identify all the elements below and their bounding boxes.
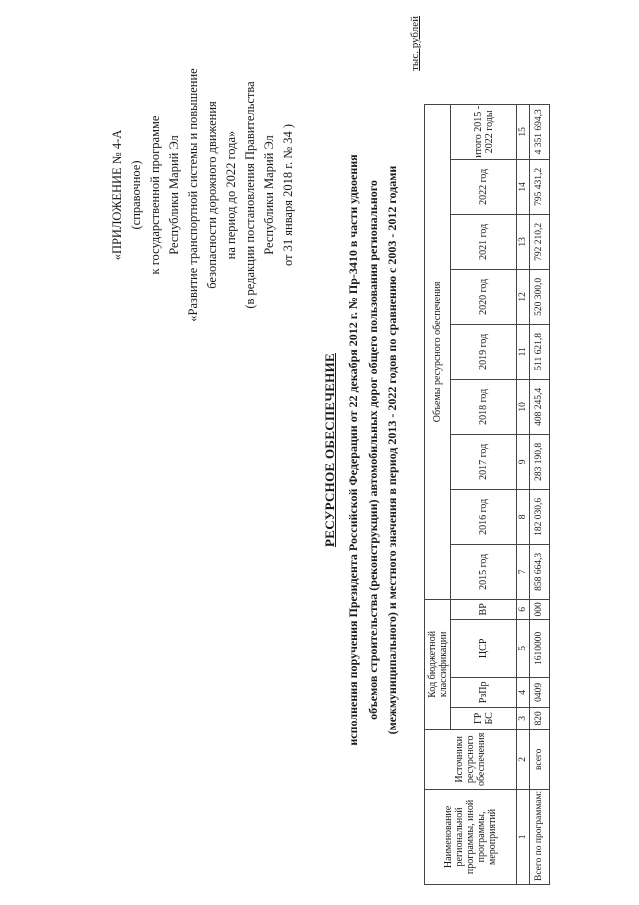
table-row: [530, 104, 550, 884]
row-name: Всего по программам:: [530, 789, 550, 884]
header-year: 2015 год: [451, 544, 517, 599]
header-total: итого 2015 - 2022 годы: [451, 104, 517, 159]
header-code-group: Код бюджетной классификации: [425, 599, 451, 729]
appendix-line: на период до 2022 года»: [224, 130, 238, 260]
header-grbs: ГР БС: [451, 707, 517, 729]
row-rzpr: 0409: [530, 677, 550, 707]
header-year: 2021 год: [451, 214, 517, 269]
appendix-line: Республики Марий Эл: [167, 135, 181, 255]
row-vr: 000: [530, 599, 550, 619]
column-number: 6: [517, 599, 530, 619]
appendix-block: [108, 45, 298, 345]
column-number: 2: [517, 729, 530, 789]
row-value: 858 664,3: [530, 544, 550, 599]
row-csr: 1610000: [530, 619, 550, 677]
appendix-line: к государственной программе: [148, 115, 162, 275]
appendix-line: «ПРИЛОЖЕНИЕ № 4-А: [110, 129, 124, 261]
column-number: 9: [517, 434, 530, 489]
column-number: 4: [517, 677, 530, 707]
column-number: 12: [517, 269, 530, 324]
column-number: 10: [517, 379, 530, 434]
column-number: 13: [517, 214, 530, 269]
appendix-line: от 31 января 2018 г. № 34 ): [281, 123, 295, 267]
row-total-value: 4 351 694,3: [530, 104, 550, 159]
document-title: РЕСУРСНОЕ ОБЕСПЕЧЕНИЕ: [322, 353, 337, 547]
row-source: всего: [530, 729, 550, 789]
header-year: 2017 год: [451, 434, 517, 489]
heading-line: исполнения поручения Президента Российской Федерации от 22 декабря 2012 г. № Пр-3410 в части удвоения: [346, 154, 360, 746]
header-vr: ВР: [451, 599, 517, 619]
column-number: 7: [517, 544, 530, 599]
appendix-line: безопасности дорожного движения: [205, 101, 219, 289]
appendix-line: (справочное): [129, 160, 143, 230]
column-number: 3: [517, 707, 530, 729]
header-year: 2019 год: [451, 324, 517, 379]
row-value: 283 190,8: [530, 434, 550, 489]
heading-line: объемов строительства (реконструкции) автомобильных дорог общего пользования регионального: [365, 180, 380, 720]
column-number: 11: [517, 324, 530, 379]
appendix-line: «Развитие транспортной системы и повышение: [186, 68, 200, 322]
document-heading: [322, 65, 403, 835]
appendix-line: (в редакции постановления Правительства: [243, 81, 257, 309]
column-number: 8: [517, 489, 530, 544]
header-program-name: Наименование региональной программы, иной программы, мероприятий: [425, 789, 517, 884]
column-number: 14: [517, 159, 530, 214]
row-value: 520 300,0: [530, 269, 550, 324]
header-rzpr: РзПр: [451, 677, 517, 707]
header-volume-group: Объемы ресурсного обеспечения: [425, 104, 451, 599]
row-grbs: 820: [530, 707, 550, 729]
header-source: Источники ресурсного обеспечения: [425, 729, 517, 789]
column-number: 15: [517, 104, 530, 159]
resource-table: [424, 104, 550, 885]
row-value: 511 621,8: [530, 324, 550, 379]
appendix-line: Республики Марий Эл: [262, 135, 276, 255]
header-year: 2016 год: [451, 489, 517, 544]
header-year: 2022 год: [451, 159, 517, 214]
unit-label: тыс. рублей: [409, 16, 421, 71]
column-number: 5: [517, 619, 530, 677]
header-year: 2020 год: [451, 269, 517, 324]
header-csr: ЦСР: [451, 619, 517, 677]
header-year: 2018 год: [451, 379, 517, 434]
row-value: 182 030,6: [530, 489, 550, 544]
row-value: 795 431,2: [530, 159, 550, 214]
heading-line: (межмуниципального) и местного значения в период 2013 - 2022 годов по сравнению с 2003 - 2012 годами: [385, 165, 399, 735]
row-value: 792 210,2: [530, 214, 550, 269]
column-number-row: [517, 104, 530, 884]
column-number: 1: [517, 789, 530, 884]
row-value: 408 245,4: [530, 379, 550, 434]
